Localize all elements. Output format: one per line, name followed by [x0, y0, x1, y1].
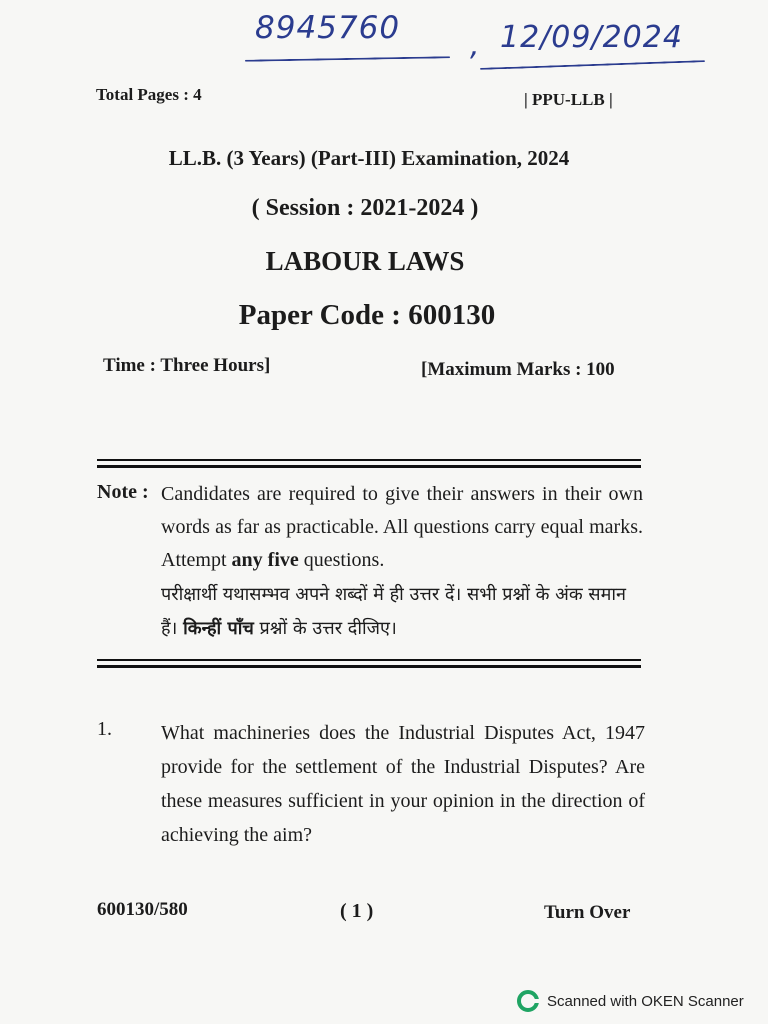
note-label: Note :	[97, 481, 149, 503]
note-emphasis: any five	[231, 549, 299, 571]
paper-tag: | PPU-LLB |	[524, 90, 613, 109]
scanner-text: Scanned with OKEN Scanner	[547, 992, 744, 1010]
subject-title: LABOUR LAWS	[265, 246, 465, 276]
maximum-marks: [Maximum Marks : 100	[421, 359, 615, 380]
note-hindi: परीक्षार्थी यथासम्भव अपने शब्दों में ही उत्तर दें। सभी प्रश्नों के अंक समान हैं। किन्हीं पाँच प्रश्नों के उत्तर दीजिए।	[161, 584, 627, 639]
note-english: Candidates are required to give their answers in their own words as far as practicable. All questions carry equal marks. Attempt any five questions.	[161, 483, 643, 571]
question-text: What machineries does the Industrial Disputes Act, 1947 provide for the settlement of the Industrial Disputes? Are these measures sufficient in your opinion in the direction of achieving the aim?	[161, 722, 645, 846]
note-hindi-emphasis: किन्हीं पाँच	[183, 618, 254, 639]
divider	[97, 459, 641, 461]
footer-paper-code: 600130/580	[97, 899, 188, 920]
oken-scanner-logo-icon	[517, 990, 539, 1012]
time-allowed: Time : Three Hours]	[103, 355, 271, 376]
handwritten-underline	[245, 56, 450, 62]
divider	[97, 659, 641, 661]
handwritten-date-underline	[480, 60, 705, 70]
handwritten-date: 12/09/2024	[500, 20, 683, 55]
session: ( Session : 2021-2024 )	[251, 195, 479, 221]
total-pages: Total Pages : 4	[96, 85, 202, 104]
handwritten-separator: ,	[470, 28, 481, 63]
paper-code: Paper Code : 600130	[238, 299, 496, 331]
divider	[97, 665, 641, 668]
divider	[97, 465, 641, 468]
question-number: 1.	[97, 718, 112, 740]
examination-title: LL.B. (3 Years) (Part-III) Examination, 2024	[168, 146, 570, 170]
turn-over: Turn Over	[544, 902, 631, 923]
page-number: ( 1 )	[340, 900, 374, 922]
scanner-watermark	[517, 990, 744, 1012]
handwritten-roll-number: 8945760	[255, 10, 401, 46]
